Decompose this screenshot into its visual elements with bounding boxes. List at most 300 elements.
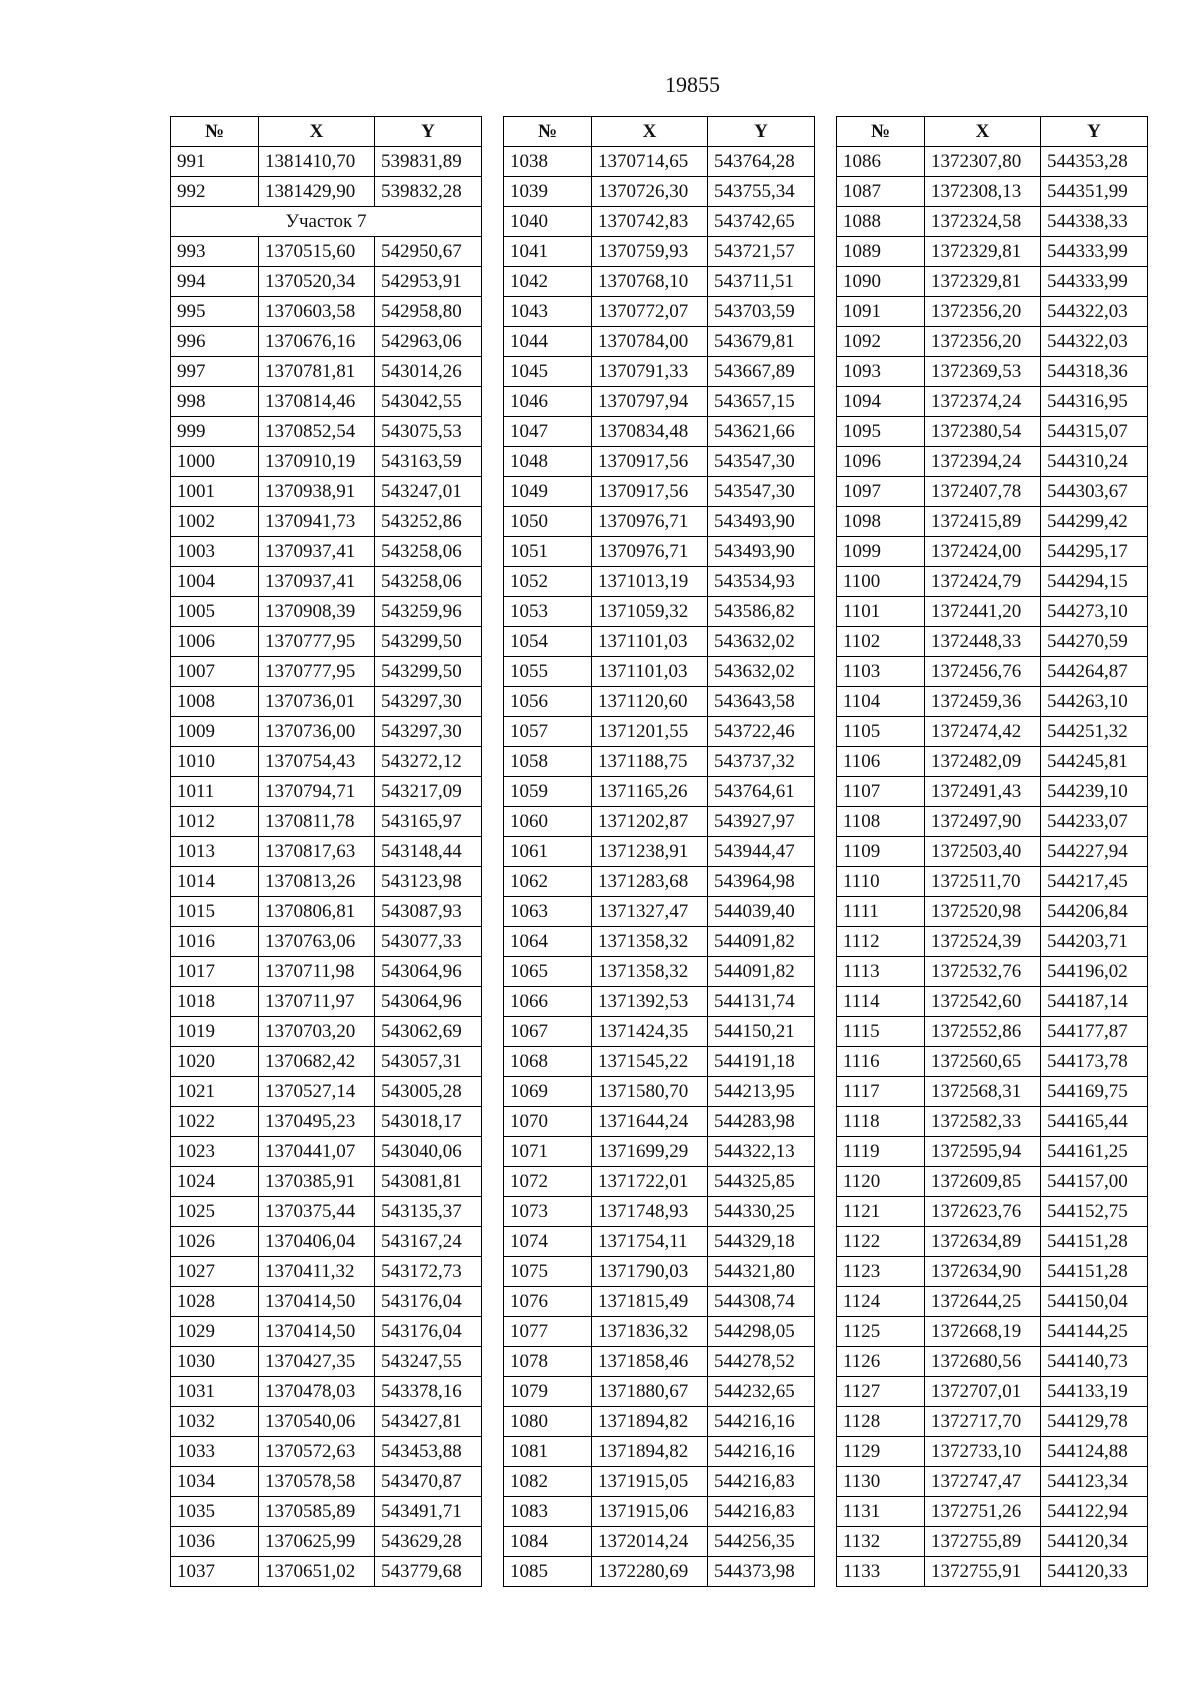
point-number-cell: 998 [171, 387, 259, 417]
table-row [171, 1407, 482, 1437]
point-number-cell: 1101 [837, 597, 925, 627]
table-row [837, 657, 1148, 687]
x-coordinate-cell: 1370572,63 [259, 1437, 375, 1467]
x-coordinate-cell: 1371699,29 [592, 1137, 708, 1167]
table-row [171, 1317, 482, 1347]
point-number-cell: 1119 [837, 1137, 925, 1167]
point-number-cell: 1114 [837, 987, 925, 1017]
table-row [504, 957, 815, 987]
table-row [837, 417, 1148, 447]
y-coordinate-cell: 543755,34 [708, 177, 815, 207]
x-coordinate-cell: 1370781,81 [259, 357, 375, 387]
point-number-cell: 1054 [504, 627, 592, 657]
point-number-cell: 1048 [504, 447, 592, 477]
table-header-row [837, 117, 1148, 147]
table-row [504, 1437, 815, 1467]
y-coordinate-cell: 543176,04 [375, 1317, 482, 1347]
y-coordinate-cell: 544310,24 [1041, 447, 1148, 477]
table-row [504, 1467, 815, 1497]
x-coordinate-cell: 1372560,65 [925, 1047, 1041, 1077]
table-row [837, 687, 1148, 717]
table-row [504, 987, 815, 1017]
x-coordinate-cell: 1371858,46 [592, 1347, 708, 1377]
x-coordinate-cell: 1372356,20 [925, 297, 1041, 327]
table-row [171, 1257, 482, 1287]
x-coordinate-cell: 1372568,31 [925, 1077, 1041, 1107]
x-coordinate-cell: 1372491,43 [925, 777, 1041, 807]
point-number-cell: 1055 [504, 657, 592, 687]
x-coordinate-cell: 1371545,22 [592, 1047, 708, 1077]
x-coordinate-cell: 1371327,47 [592, 897, 708, 927]
y-coordinate-cell: 544321,80 [708, 1257, 815, 1287]
x-coordinate-cell: 1370625,99 [259, 1527, 375, 1557]
point-number-cell: 1091 [837, 297, 925, 327]
x-coordinate-cell: 1370754,43 [259, 747, 375, 777]
point-number-cell: 1118 [837, 1107, 925, 1137]
point-number-cell: 1069 [504, 1077, 592, 1107]
point-number-cell: 1043 [504, 297, 592, 327]
y-coordinate-cell: 544239,10 [1041, 777, 1148, 807]
point-number-cell: 1021 [171, 1077, 259, 1107]
point-number-cell: 1017 [171, 957, 259, 987]
table-row [171, 807, 482, 837]
table-row [837, 477, 1148, 507]
table-row [504, 507, 815, 537]
table-row [837, 807, 1148, 837]
x-coordinate-cell: 1370711,97 [259, 987, 375, 1017]
point-number-cell: 1008 [171, 687, 259, 717]
table-row [837, 357, 1148, 387]
table-row [171, 1557, 482, 1587]
y-coordinate-cell: 544152,75 [1041, 1197, 1148, 1227]
x-coordinate-cell: 1371894,82 [592, 1437, 708, 1467]
y-coordinate-cell: 544120,33 [1041, 1557, 1148, 1587]
y-coordinate-cell: 543272,12 [375, 747, 482, 777]
table-row [504, 567, 815, 597]
point-number-cell: 1105 [837, 717, 925, 747]
y-coordinate-cell: 543927,97 [708, 807, 815, 837]
y-coordinate-cell: 543176,04 [375, 1287, 482, 1317]
point-number-cell: 1083 [504, 1497, 592, 1527]
x-coordinate-cell: 1370976,71 [592, 537, 708, 567]
table-row [171, 1437, 482, 1467]
y-coordinate-cell: 544039,40 [708, 897, 815, 927]
y-coordinate-cell: 544318,36 [1041, 357, 1148, 387]
y-coordinate-cell: 543042,55 [375, 387, 482, 417]
point-number-cell: 1129 [837, 1437, 925, 1467]
x-coordinate-cell: 1371644,24 [592, 1107, 708, 1137]
table-row [171, 1047, 482, 1077]
table-row [837, 867, 1148, 897]
table-row [504, 177, 815, 207]
point-number-cell: 1045 [504, 357, 592, 387]
point-number-cell: 1000 [171, 447, 259, 477]
y-coordinate-cell: 544322,03 [1041, 327, 1148, 357]
x-coordinate-cell: 1370813,26 [259, 867, 375, 897]
x-coordinate-cell: 1370411,32 [259, 1257, 375, 1287]
y-coordinate-cell: 539832,28 [375, 177, 482, 207]
y-coordinate-cell: 543299,50 [375, 627, 482, 657]
section-title: Участок 7 [171, 207, 482, 237]
table-row [837, 1467, 1148, 1497]
table-row [504, 237, 815, 267]
y-coordinate-cell: 543378,16 [375, 1377, 482, 1407]
x-coordinate-cell: 1372542,60 [925, 987, 1041, 1017]
point-number-cell: 1102 [837, 627, 925, 657]
table-row [171, 687, 482, 717]
point-number-cell: 1006 [171, 627, 259, 657]
point-number-cell: 1121 [837, 1197, 925, 1227]
x-coordinate-cell: 1372532,76 [925, 957, 1041, 987]
x-coordinate-cell: 1372308,13 [925, 177, 1041, 207]
column-header-number: № [504, 117, 592, 147]
y-coordinate-cell: 544123,34 [1041, 1467, 1148, 1497]
table-row [171, 237, 482, 267]
x-coordinate-cell: 1371722,01 [592, 1167, 708, 1197]
x-coordinate-cell: 1371283,68 [592, 867, 708, 897]
x-coordinate-cell: 1370797,94 [592, 387, 708, 417]
y-coordinate-cell: 542958,80 [375, 297, 482, 327]
y-coordinate-cell: 544124,88 [1041, 1437, 1148, 1467]
point-number-cell: 1070 [504, 1107, 592, 1137]
x-coordinate-cell: 1372733,10 [925, 1437, 1041, 1467]
x-coordinate-cell: 1372014,24 [592, 1527, 708, 1557]
point-number-cell: 1092 [837, 327, 925, 357]
y-coordinate-cell: 543453,88 [375, 1437, 482, 1467]
y-coordinate-cell: 544298,05 [708, 1317, 815, 1347]
x-coordinate-cell: 1372751,26 [925, 1497, 1041, 1527]
column-header-number: № [837, 117, 925, 147]
x-coordinate-cell: 1370495,23 [259, 1107, 375, 1137]
table-row [837, 1197, 1148, 1227]
x-coordinate-cell: 1370736,00 [259, 717, 375, 747]
point-number-cell: 1126 [837, 1347, 925, 1377]
y-coordinate-cell: 543297,30 [375, 717, 482, 747]
point-number-cell: 1039 [504, 177, 592, 207]
table-row [504, 1317, 815, 1347]
table-row [171, 267, 482, 297]
x-coordinate-cell: 1371748,93 [592, 1197, 708, 1227]
point-number-cell: 1063 [504, 897, 592, 927]
x-coordinate-cell: 1372374,24 [925, 387, 1041, 417]
x-coordinate-cell: 1370414,50 [259, 1317, 375, 1347]
point-number-cell: 1036 [171, 1527, 259, 1557]
point-number-cell: 1057 [504, 717, 592, 747]
point-number-cell: 1040 [504, 207, 592, 237]
point-number-cell: 1076 [504, 1287, 592, 1317]
y-coordinate-cell: 544169,75 [1041, 1077, 1148, 1107]
x-coordinate-cell: 1370578,58 [259, 1467, 375, 1497]
y-coordinate-cell: 543077,33 [375, 927, 482, 957]
point-number-cell: 1053 [504, 597, 592, 627]
y-coordinate-cell: 544187,14 [1041, 987, 1148, 1017]
column-header-number: № [171, 117, 259, 147]
point-number-cell: 994 [171, 267, 259, 297]
y-coordinate-cell: 544133,19 [1041, 1377, 1148, 1407]
column-header-x: X [925, 117, 1041, 147]
table-row [837, 717, 1148, 747]
x-coordinate-cell: 1370917,56 [592, 477, 708, 507]
table-row [837, 447, 1148, 477]
y-coordinate-cell: 544273,10 [1041, 597, 1148, 627]
table-row [504, 1197, 815, 1227]
table-row [171, 597, 482, 627]
y-coordinate-cell: 544150,04 [1041, 1287, 1148, 1317]
y-coordinate-cell: 544232,65 [708, 1377, 815, 1407]
point-number-cell: 997 [171, 357, 259, 387]
point-number-cell: 992 [171, 177, 259, 207]
x-coordinate-cell: 1372609,85 [925, 1167, 1041, 1197]
table-row [837, 327, 1148, 357]
point-number-cell: 1005 [171, 597, 259, 627]
y-coordinate-cell: 544091,82 [708, 957, 815, 987]
table-row [504, 927, 815, 957]
x-coordinate-cell: 1371201,55 [592, 717, 708, 747]
x-coordinate-cell: 1372595,94 [925, 1137, 1041, 1167]
y-coordinate-cell: 543247,01 [375, 477, 482, 507]
point-number-cell: 1058 [504, 747, 592, 777]
point-number-cell: 1028 [171, 1287, 259, 1317]
table-row [504, 807, 815, 837]
x-coordinate-cell: 1372424,79 [925, 567, 1041, 597]
table-row [837, 1497, 1148, 1527]
table-row [171, 627, 482, 657]
table-row [837, 1377, 1148, 1407]
table-row [171, 1017, 482, 1047]
y-coordinate-cell: 543944,47 [708, 837, 815, 867]
point-number-cell: 1093 [837, 357, 925, 387]
y-coordinate-cell: 542963,06 [375, 327, 482, 357]
table-header-row [171, 117, 482, 147]
y-coordinate-cell: 543632,02 [708, 627, 815, 657]
y-coordinate-cell: 544373,98 [708, 1557, 815, 1587]
y-coordinate-cell: 544353,28 [1041, 147, 1148, 177]
point-number-cell: 1033 [171, 1437, 259, 1467]
x-coordinate-cell: 1372474,42 [925, 717, 1041, 747]
x-coordinate-cell: 1370427,35 [259, 1347, 375, 1377]
x-coordinate-cell: 1370814,46 [259, 387, 375, 417]
point-number-cell: 1013 [171, 837, 259, 867]
y-coordinate-cell: 543722,46 [708, 717, 815, 747]
y-coordinate-cell: 543087,93 [375, 897, 482, 927]
column-header-y: Y [708, 117, 815, 147]
table-row [837, 747, 1148, 777]
y-coordinate-cell: 544161,25 [1041, 1137, 1148, 1167]
table-row [837, 207, 1148, 237]
y-coordinate-cell: 544144,25 [1041, 1317, 1148, 1347]
table-row [171, 1377, 482, 1407]
y-coordinate-cell: 543711,51 [708, 267, 815, 297]
x-coordinate-cell: 1372520,98 [925, 897, 1041, 927]
y-coordinate-cell: 543075,53 [375, 417, 482, 447]
x-coordinate-cell: 1372369,53 [925, 357, 1041, 387]
point-number-cell: 1022 [171, 1107, 259, 1137]
y-coordinate-cell: 544251,32 [1041, 717, 1148, 747]
point-number-cell: 1042 [504, 267, 592, 297]
y-coordinate-cell: 544322,13 [708, 1137, 815, 1167]
y-coordinate-cell: 544264,87 [1041, 657, 1148, 687]
point-number-cell: 1010 [171, 747, 259, 777]
table-row [837, 1317, 1148, 1347]
x-coordinate-cell: 1370917,56 [592, 447, 708, 477]
x-coordinate-cell: 1370736,01 [259, 687, 375, 717]
x-coordinate-cell: 1372441,20 [925, 597, 1041, 627]
x-coordinate-cell: 1371358,32 [592, 927, 708, 957]
x-coordinate-cell: 1372511,70 [925, 867, 1041, 897]
point-number-cell: 1128 [837, 1407, 925, 1437]
y-coordinate-cell: 543297,30 [375, 687, 482, 717]
point-number-cell: 1016 [171, 927, 259, 957]
point-number-cell: 1019 [171, 1017, 259, 1047]
point-number-cell: 1014 [171, 867, 259, 897]
point-number-cell: 1089 [837, 237, 925, 267]
x-coordinate-cell: 1372356,20 [925, 327, 1041, 357]
table-row [837, 1257, 1148, 1287]
x-coordinate-cell: 1370540,06 [259, 1407, 375, 1437]
x-coordinate-cell: 1371358,32 [592, 957, 708, 987]
y-coordinate-cell: 544206,84 [1041, 897, 1148, 927]
y-coordinate-cell: 544256,35 [708, 1527, 815, 1557]
x-coordinate-cell: 1370768,10 [592, 267, 708, 297]
table-row [171, 1227, 482, 1257]
x-coordinate-cell: 1370527,14 [259, 1077, 375, 1107]
table-row [504, 747, 815, 777]
y-coordinate-cell: 543679,81 [708, 327, 815, 357]
point-number-cell: 1064 [504, 927, 592, 957]
x-coordinate-cell: 1370777,95 [259, 627, 375, 657]
x-coordinate-cell: 1372634,90 [925, 1257, 1041, 1287]
table-row [504, 1107, 815, 1137]
point-number-cell: 1075 [504, 1257, 592, 1287]
table-row [171, 987, 482, 1017]
point-number-cell: 1007 [171, 657, 259, 687]
coordinates-table [170, 116, 482, 1587]
table-row [504, 387, 815, 417]
table-row [504, 1167, 815, 1197]
point-number-cell: 1111 [837, 897, 925, 927]
table-row [504, 447, 815, 477]
x-coordinate-cell: 1372415,89 [925, 507, 1041, 537]
table-row [171, 657, 482, 687]
y-coordinate-cell: 544129,78 [1041, 1407, 1148, 1437]
point-number-cell: 1031 [171, 1377, 259, 1407]
column-header-x: X [592, 117, 708, 147]
point-number-cell: 1108 [837, 807, 925, 837]
table-row [504, 477, 815, 507]
point-number-cell: 1090 [837, 267, 925, 297]
table-row [171, 1107, 482, 1137]
table-row [837, 1077, 1148, 1107]
point-number-cell: 1009 [171, 717, 259, 747]
point-number-cell: 1049 [504, 477, 592, 507]
x-coordinate-cell: 1372394,24 [925, 447, 1041, 477]
point-number-cell: 1023 [171, 1137, 259, 1167]
point-number-cell: 1079 [504, 1377, 592, 1407]
y-coordinate-cell: 544263,10 [1041, 687, 1148, 717]
table-row [837, 987, 1148, 1017]
x-coordinate-cell: 1372497,90 [925, 807, 1041, 837]
point-number-cell: 1094 [837, 387, 925, 417]
x-coordinate-cell: 1372707,01 [925, 1377, 1041, 1407]
x-coordinate-cell: 1372644,25 [925, 1287, 1041, 1317]
x-coordinate-cell: 1370676,16 [259, 327, 375, 357]
x-coordinate-cell: 1370759,93 [592, 237, 708, 267]
table-row [837, 927, 1148, 957]
point-number-cell: 1098 [837, 507, 925, 537]
table-row [504, 777, 815, 807]
y-coordinate-cell: 544151,28 [1041, 1227, 1148, 1257]
y-coordinate-cell: 544227,94 [1041, 837, 1148, 867]
y-coordinate-cell: 544233,07 [1041, 807, 1148, 837]
y-coordinate-cell: 542953,91 [375, 267, 482, 297]
point-number-cell: 1001 [171, 477, 259, 507]
y-coordinate-cell: 543252,86 [375, 507, 482, 537]
x-coordinate-cell: 1372329,81 [925, 267, 1041, 297]
coordinates-table [836, 116, 1148, 1587]
point-number-cell: 996 [171, 327, 259, 357]
point-number-cell: 1047 [504, 417, 592, 447]
x-coordinate-cell: 1370811,78 [259, 807, 375, 837]
table-row [504, 1287, 815, 1317]
table-row [504, 597, 815, 627]
point-number-cell: 1051 [504, 537, 592, 567]
point-number-cell: 1050 [504, 507, 592, 537]
x-coordinate-cell: 1370834,48 [592, 417, 708, 447]
table-row [504, 1497, 815, 1527]
table-row [171, 537, 482, 567]
y-coordinate-cell: 542950,67 [375, 237, 482, 267]
x-coordinate-cell: 1372407,78 [925, 477, 1041, 507]
table-row [837, 597, 1148, 627]
y-coordinate-cell: 543148,44 [375, 837, 482, 867]
point-number-cell: 1097 [837, 477, 925, 507]
table-row [171, 957, 482, 987]
x-coordinate-cell: 1372503,40 [925, 837, 1041, 867]
x-coordinate-cell: 1372459,36 [925, 687, 1041, 717]
y-coordinate-cell: 544122,94 [1041, 1497, 1148, 1527]
y-coordinate-cell: 543742,65 [708, 207, 815, 237]
table-row [504, 1047, 815, 1077]
x-coordinate-cell: 1372329,81 [925, 237, 1041, 267]
x-coordinate-cell: 1370908,39 [259, 597, 375, 627]
x-coordinate-cell: 1371915,06 [592, 1497, 708, 1527]
x-coordinate-cell: 1370910,19 [259, 447, 375, 477]
point-number-cell: 1067 [504, 1017, 592, 1047]
y-coordinate-cell: 544245,81 [1041, 747, 1148, 777]
point-number-cell: 1020 [171, 1047, 259, 1077]
x-coordinate-cell: 1371101,03 [592, 627, 708, 657]
y-coordinate-cell: 544351,99 [1041, 177, 1148, 207]
table-row [837, 387, 1148, 417]
point-number-cell: 1122 [837, 1227, 925, 1257]
table-row [837, 1407, 1148, 1437]
point-number-cell: 993 [171, 237, 259, 267]
point-number-cell: 1117 [837, 1077, 925, 1107]
table-row [171, 1497, 482, 1527]
table-row [837, 177, 1148, 207]
point-number-cell: 999 [171, 417, 259, 447]
x-coordinate-cell: 1370375,44 [259, 1197, 375, 1227]
table-row [837, 537, 1148, 567]
point-number-cell: 1095 [837, 417, 925, 447]
x-coordinate-cell: 1370441,07 [259, 1137, 375, 1167]
y-coordinate-cell: 544157,00 [1041, 1167, 1148, 1197]
table-row [837, 297, 1148, 327]
table-row [171, 1347, 482, 1377]
x-coordinate-cell: 1370682,42 [259, 1047, 375, 1077]
table-row [171, 357, 482, 387]
y-coordinate-cell: 543491,71 [375, 1497, 482, 1527]
